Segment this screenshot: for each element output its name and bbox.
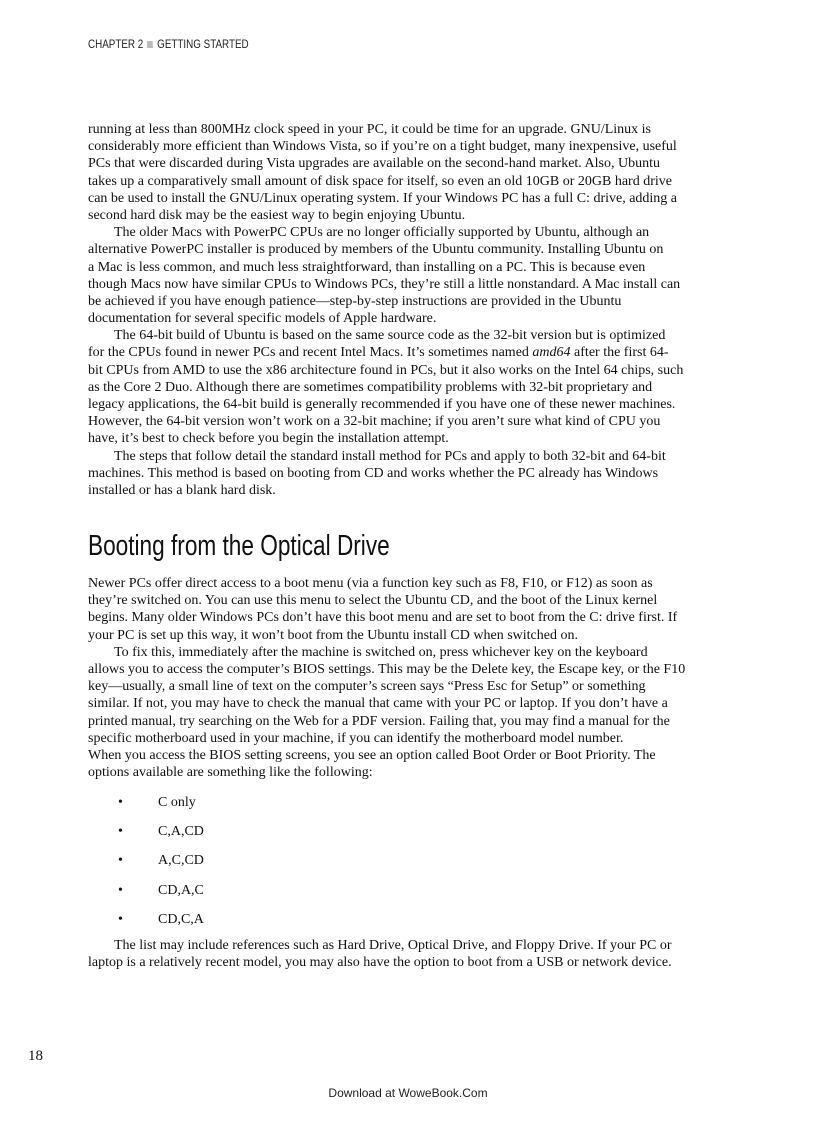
boot-option-text: C only bbox=[158, 795, 196, 810]
bullet-icon: • bbox=[118, 882, 123, 898]
text-line: have, it’s best to check before you begin the installation attempt. bbox=[88, 431, 449, 447]
text-line: can be used to install the GNU/Linux operating system. If your Windows PC has a full C: drive, adding a bbox=[88, 190, 678, 206]
text-line: However, the 64-bit version won’t work on a 32-bit machine; if you aren’t sure what kind of CPU you bbox=[88, 414, 661, 430]
paragraph bbox=[88, 575, 748, 644]
text-line: bit CPUs from AMD to use the x86 architecture found in PCs, but it also works on the Intel 64 chips, such bbox=[88, 362, 684, 378]
intro-text bbox=[88, 121, 748, 499]
text-line: installed or has a blank hard disk. bbox=[88, 482, 276, 498]
boot-option-text: CD,A,C bbox=[158, 882, 204, 898]
bullet-icon: • bbox=[118, 824, 123, 840]
bullet-icon: • bbox=[118, 911, 123, 927]
text-line: legacy applications, the 64-bit build is generally recommended if you have one of these newer machines. bbox=[88, 397, 676, 412]
running-header bbox=[88, 37, 249, 51]
chapter-label: CHAPTER 2 bbox=[88, 37, 144, 51]
paragraph bbox=[88, 644, 748, 747]
text-line: be achieved if you have enough patience—step-by-step instructions are provided in the Ubuntu bbox=[88, 293, 622, 309]
text-line: The list may include references such as Hard Drive, Optical Drive, and Floppy Drive. If your PC or bbox=[114, 938, 672, 953]
text-line: as the Core 2 Duo. Although there are sometimes compatibility problems with 32-bit proprietary and bbox=[88, 379, 653, 395]
text-line: begins. Many older Windows PCs don’t have this boot menu and are set to boot from the C: drive first. If bbox=[88, 610, 678, 626]
text-line: second hard disk may be the easiest way to begin enjoying Ubuntu. bbox=[88, 207, 466, 223]
boot-option-text: CD,C,A bbox=[158, 911, 204, 927]
text-line: key—usually, a small line of text on the computer’s screen says “Press Esc for Setup” or something bbox=[88, 679, 646, 695]
boot-option-item bbox=[118, 911, 204, 940]
paragraph bbox=[88, 121, 748, 224]
boot-option-item bbox=[118, 852, 204, 881]
text-line: laptop is a relatively recent model, you may also have the option to boot from a USB or network device. bbox=[88, 955, 672, 971]
section-text bbox=[88, 575, 748, 781]
text-line: running at less than 800MHz clock speed in your PC, it could be time for an upgrade. GNU/Linux is bbox=[88, 122, 652, 137]
text-line: takes up a comparatively small amount of disk space for itself, so even an old 10GB or 20GB hard drive bbox=[88, 173, 672, 189]
paragraph bbox=[88, 224, 748, 327]
boot-option-text: A,C,CD bbox=[158, 853, 204, 869]
download-footer: Download at WoweBook.Com bbox=[328, 1086, 488, 1100]
italic-term: amd64 bbox=[532, 345, 571, 361]
closing-text bbox=[88, 937, 748, 971]
paragraph bbox=[88, 448, 748, 500]
text-line: alternative PowerPC installer is produced by members of the Ubuntu community. Installing Ubuntu on bbox=[88, 242, 664, 258]
text-line: similar. If not, you may have to check the manual that came with your PC or laptop. If you don’t have a bbox=[88, 696, 668, 712]
text-line: The steps that follow detail the standard install method for PCs and apply to both 32-bit and 64-bit bbox=[114, 448, 666, 464]
text-line: To fix this, immediately after the machine is switched on, press whichever key on the keyboard bbox=[114, 644, 648, 660]
text-line: printed manual, try searching on the Web for a PDF version. Failing that, you may find a manual for the bbox=[88, 713, 670, 729]
section-label: GETTING STARTED bbox=[157, 37, 249, 51]
boot-option-item bbox=[118, 823, 204, 852]
text-line: allows you to access the computer’s BIOS settings. This may be the Delete key, the Escape key, or the F10 bbox=[88, 661, 686, 677]
text-line: a Mac is less common, and much less straightforward, than installing on a PC. This is because even bbox=[88, 259, 646, 275]
text-line: specific motherboard used in your machine, if you can identify the motherboard model number. bbox=[88, 730, 624, 746]
page-number: 18 bbox=[28, 1048, 43, 1064]
text-line: The older Macs with PowerPC CPUs are no longer officially supported by Ubuntu, although an bbox=[114, 225, 650, 241]
paragraph bbox=[88, 327, 748, 447]
section-heading: Booting from the Optical Drive bbox=[88, 530, 390, 562]
text-line: machines. This method is based on booting from CD and works whether the PC already has Windows bbox=[88, 465, 659, 481]
text-line: they’re switched on. You can use this menu to select the Ubuntu CD, and the boot of the Linux kernel bbox=[88, 593, 658, 609]
boot-option-text: C,A,CD bbox=[158, 824, 204, 840]
text-line: options available are something like the following: bbox=[88, 765, 373, 781]
text-line: your PC is set up this way, it won’t boot from the Ubuntu install CD when switched on. bbox=[88, 627, 578, 643]
text-line: Newer PCs offer direct access to a boot menu (via a function key such as F8, F10, or F12) as soon as bbox=[88, 576, 653, 591]
bullet-icon: • bbox=[118, 795, 123, 810]
paragraph bbox=[88, 937, 748, 971]
text-line: considerably more efficient than Windows Vista, so if you’re on a tight budget, many inexpensive, useful bbox=[88, 139, 677, 155]
bullet-icon: • bbox=[118, 853, 123, 869]
text-line: When you access the BIOS setting screens, you see an option called Boot Order or Boot Priority. The bbox=[88, 747, 656, 763]
paragraph bbox=[88, 747, 748, 781]
separator-square-icon bbox=[147, 41, 153, 48]
text-line: PCs that were discarded during Vista upgrades are available on the second-hand market. Also, Ubuntu bbox=[88, 156, 660, 172]
boot-option-item bbox=[118, 794, 204, 823]
boot-option-item bbox=[118, 882, 204, 911]
text-line bbox=[88, 344, 748, 361]
text-segment: after the first 64- bbox=[570, 345, 669, 361]
text-line: The 64-bit build of Ubuntu is based on the same source code as the 32-bit version but is optimized bbox=[114, 328, 666, 344]
boot-options-list bbox=[118, 794, 204, 940]
text-segment: for the CPUs found in newer PCs and recent Intel Macs. It’s sometimes named bbox=[88, 345, 533, 361]
text-line: though Macs now have similar CPUs to Windows PCs, they’re still a little nonstandard. A Mac install can bbox=[88, 276, 681, 292]
text-line: documentation for several specific models of Apple hardware. bbox=[88, 311, 437, 327]
